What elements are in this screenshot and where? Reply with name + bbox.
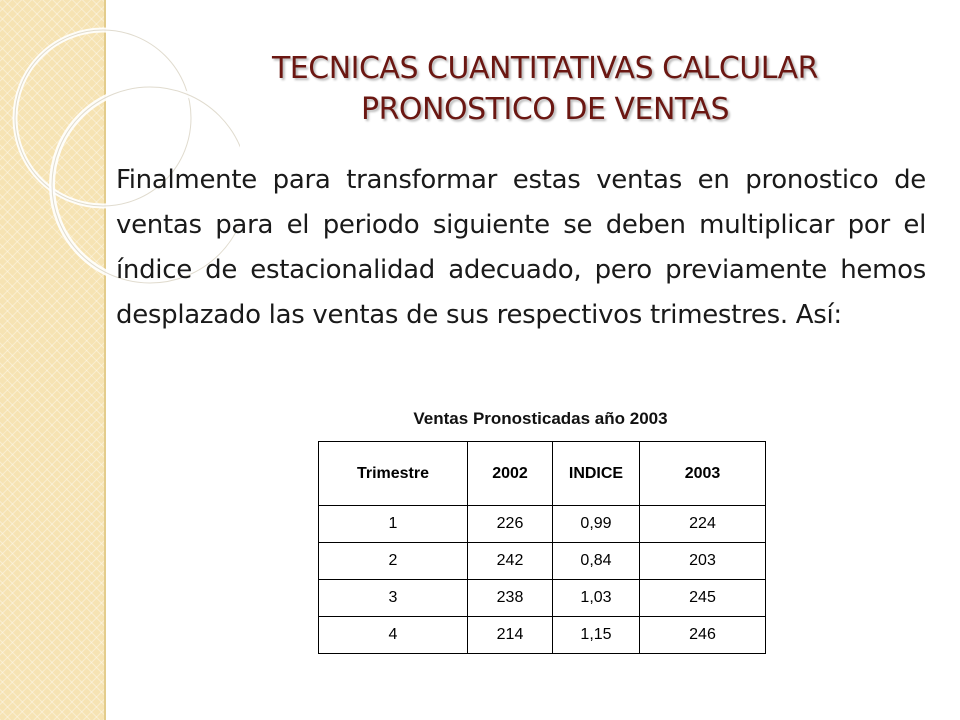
table-cell: 224 <box>640 506 766 543</box>
table-cell: 226 <box>468 506 553 543</box>
table-cell: 246 <box>640 617 766 654</box>
table-cell: 0,99 <box>553 506 640 543</box>
table-cell: 3 <box>319 580 468 617</box>
table-cell: 238 <box>468 580 553 617</box>
slide-title <box>180 48 910 130</box>
column-header-indice: INDICE <box>553 442 640 506</box>
table-cell: 2 <box>319 543 468 580</box>
table-row <box>319 617 766 654</box>
table-cell: 0,84 <box>553 543 640 580</box>
table-cell: 4 <box>319 617 468 654</box>
table-cell: 242 <box>468 543 553 580</box>
table-cell: 1,15 <box>553 617 640 654</box>
table-cell: 1,03 <box>553 580 640 617</box>
slide-body-paragraph: Finalmente para transformar estas ventas en pronostico de ventas para el periodo siguiente se deben multiplicar por el índice de estacionalidad adecuado, pero previamente hemos desplazado las ventas de sus respectivos trimestres. Así: <box>116 165 926 330</box>
table-cell: 203 <box>640 543 766 580</box>
table-row <box>319 543 766 580</box>
table-caption: Ventas Pronosticadas año 2003 <box>413 409 668 428</box>
table-cell: 1 <box>319 506 468 543</box>
column-header-2002: 2002 <box>468 442 553 506</box>
column-header-trimestre: Trimestre <box>319 442 468 506</box>
slide-title-line-1: TECNICAS CUANTITATIVAS CALCULAR <box>271 51 819 86</box>
sales-forecast-table <box>318 441 766 654</box>
table-row <box>319 506 766 543</box>
table-header-row <box>319 442 766 506</box>
table-cell: 214 <box>468 617 553 654</box>
table-row <box>319 580 766 617</box>
table-cell: 245 <box>640 580 766 617</box>
slide-title-line-2: PRONOSTICO DE VENTAS <box>361 92 729 127</box>
column-header-2003: 2003 <box>640 442 766 506</box>
